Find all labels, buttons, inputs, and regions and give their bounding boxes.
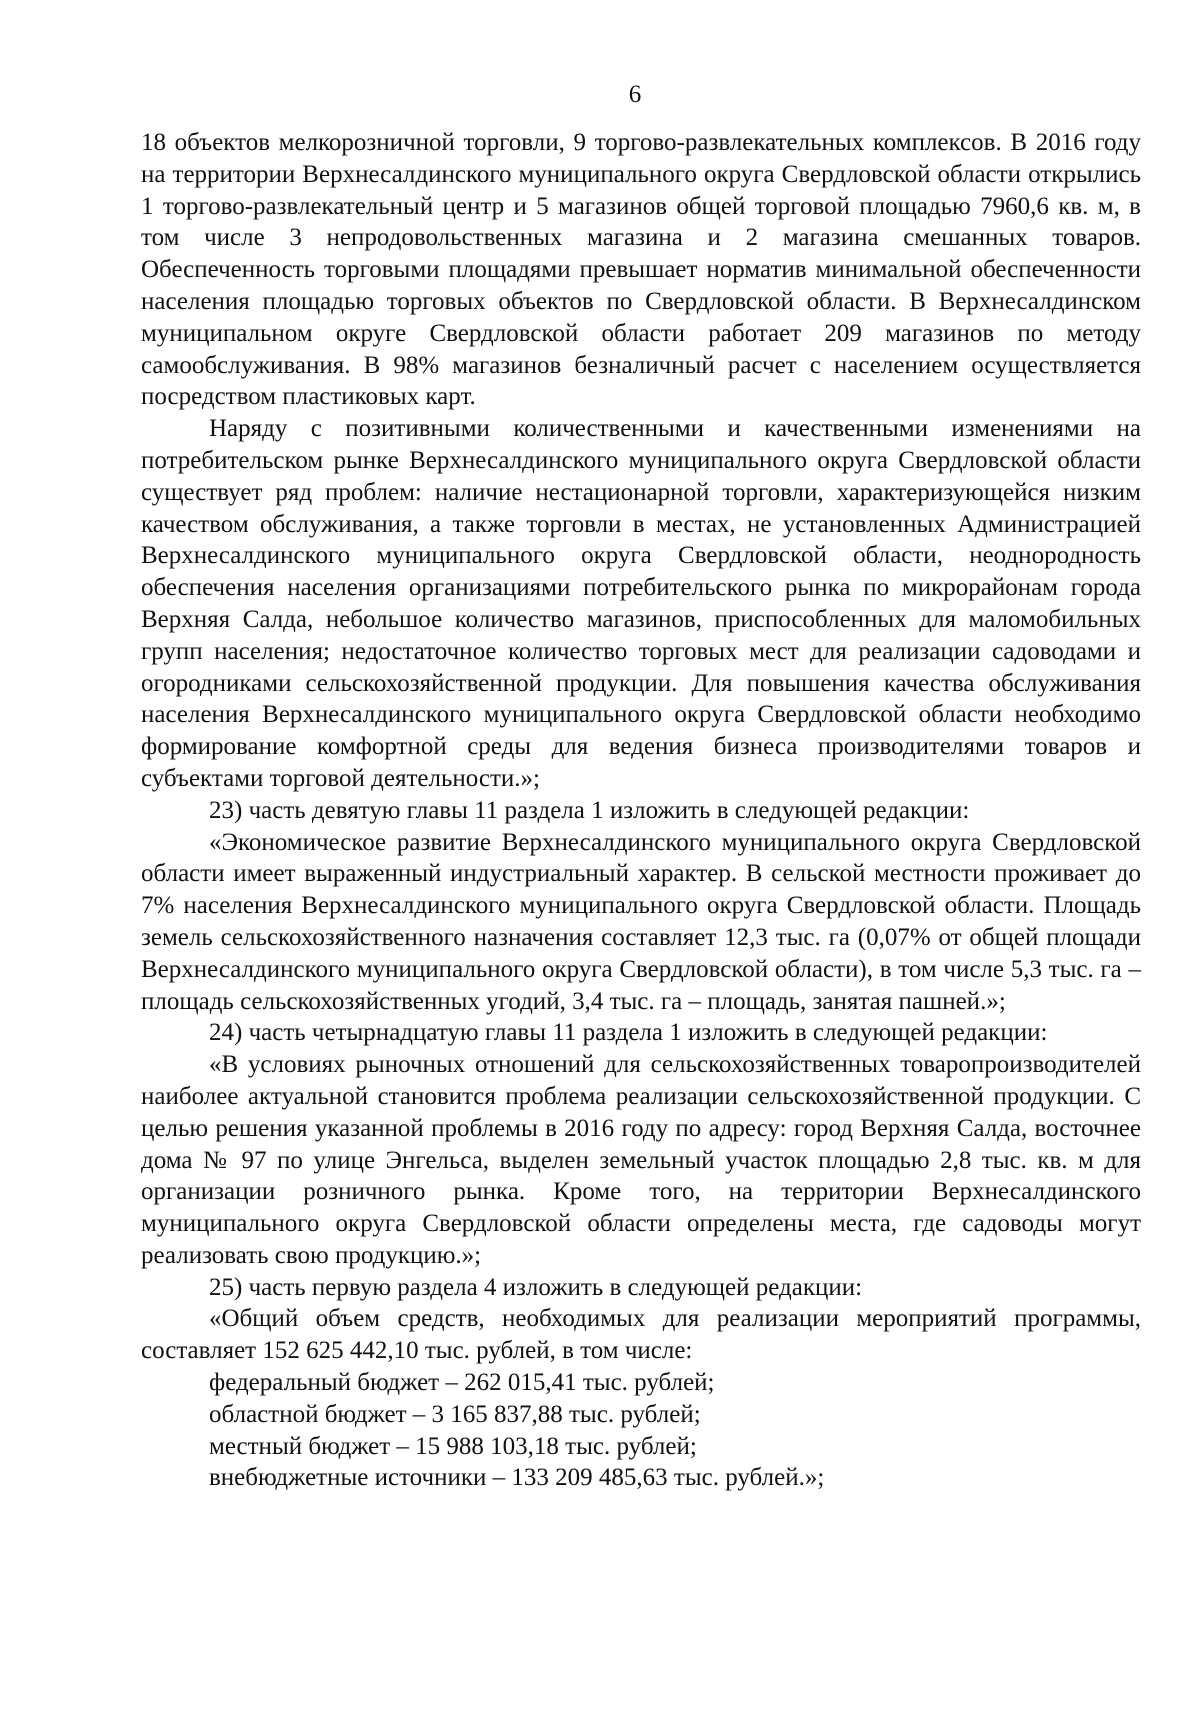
document-body xyxy=(141,127,1141,1494)
list-item-federal-budget: федеральный бюджет – 262 015,41 тыс. рублей; xyxy=(209,1369,715,1397)
paragraph-market-conditions: «В условиях рыночных отношений для сельскохозяйственных товаропроизводителей наиболее актуальной становится проблема реализации сельскохозяйственной продукции. С целью решения указанной проблемы в 2016 году по адресу: город Верхняя Салда, восточнее дома № 97 по улице Энгельса, выделен земельный участок площадью 2,8 тыс. кв. м для организации розничного рынка. Кроме того, на территории Верхнесалдинского муниципального округа Свердловской области определены места, где садоводы могут реализовать свою продукцию.»; xyxy=(141,1051,1141,1269)
paragraph-amendment-24: 24) часть четырнадцатую главы 11 раздела 1 изложить в следующей редакции: xyxy=(209,1019,1048,1047)
paragraph-amendment-23: 23) часть девятую главы 11 раздела 1 изложить в следующей редакции: xyxy=(209,796,970,824)
paragraph-economic-development: «Экономическое развитие Верхнесалдинского муниципального округа Свердловской области имеет выраженный индустриальный характер. В сельской местности проживает до 7% населения Верхнесалдинского муниципального округа Свердловской области. Площадь земель сельскохозяйственного назначения составляет 12,3 тыс. га (0,07% от общей площади Верхнесалдинского муниципального округа Свердловской области), в том числе 5,3 тыс. га – площадь сельскохозяйственных угодий, 3,4 тыс. га – площадь, занятая пашней.»; xyxy=(141,828,1141,1015)
paragraph-consumer-market-problems: Наряду с позитивными количественными и качественными изменениями на потребительском рынке Верхнесалдинского муниципального округа Свердловской области существует ряд проблем: наличие нестационарной торговли, характеризующейся низким качеством обслуживания, а также торговли в местах, не установленных Администрацией Верхнесалдинского муниципального округа Свердловской области, неоднородность обеспечения населения организациями потребительского рынка по микрорайонам города Верхняя Салда, небольшое количество магазинов, приспособленных для маломобильных групп населения; недостаточное количество торговых мест для реализации садоводами и огородниками сельскохозяйственной продукции. Для повышения качества обслуживания населения Верхнесалдинского муниципального округа Свердловской области необходимо формирование комфортной среды для ведения бизнеса производителями товаров и субъектами торговой деятельности.»; xyxy=(141,415,1141,792)
page-number: 6 xyxy=(628,81,642,108)
list-item-regional-budget: областной бюджет – 3 165 837,88 тыс. рублей; xyxy=(209,1400,701,1428)
paragraph-trade-objects: 18 объектов мелкорозничной торговли, 9 торгово-развлекательных комплексов. В 2016 году на территории Верхнесалдинского муниципального округа Свердловской области открылись 1 торгово-развлекательный центр и 5 магазинов общей торговой площадью 7960,6 кв. м, в том числе 3 непродовольственных магазина и 2 магазина смешанных товаров. Обеспеченность торговыми площадями превышает норматив минимальной обеспеченности населения площадью торговых объектов по Свердловской области. В Верхнесалдинском муниципальном округе Свердловской области работает 209 магазинов по методу самообслуживания. В 98% магазинов безналичный расчет с населением осуществляется посредством пластиковых карт. xyxy=(141,129,1141,411)
list-item-extrabudgetary-sources: внебюджетные источники – 133 209 485,63 тыс. рублей.»; xyxy=(209,1464,825,1492)
paragraph-amendment-25: 25) часть первую раздела 4 изложить в следующей редакции: xyxy=(209,1273,863,1301)
list-item-local-budget: местный бюджет – 15 988 103,18 тыс. рублей; xyxy=(209,1432,697,1460)
paragraph-total-funding: «Общий объем средств, необходимых для реализации мероприятий программы, составляет 152 625 442,10 тыс. рублей, в том числе: xyxy=(141,1305,1141,1365)
